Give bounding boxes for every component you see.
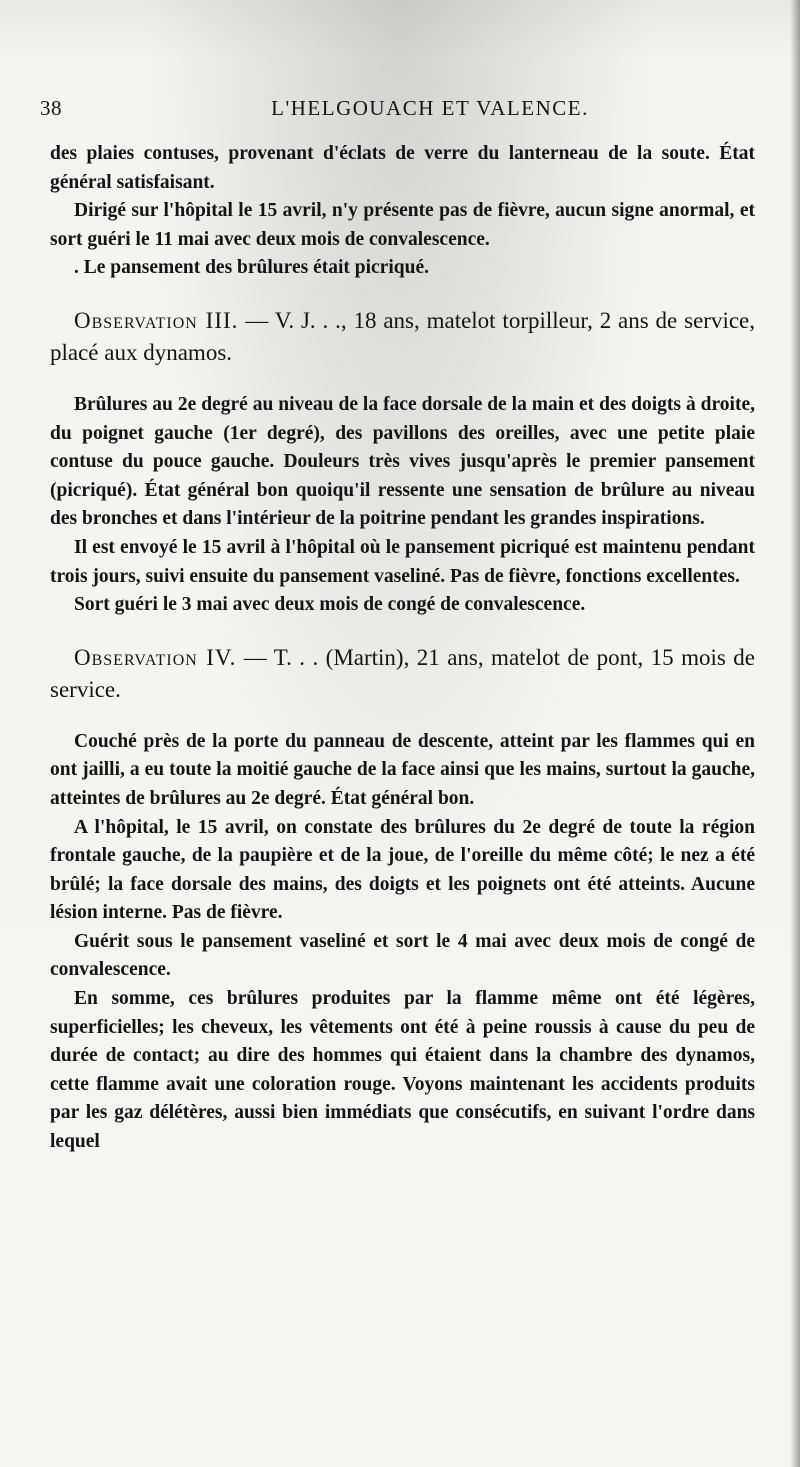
paragraph: A l'hôpital, le 15 avril, on constate des brûlures du 2e degré de toute la région frontale gauche, de la paupière et de la joue, de l'oreille du même côté; le nez a été brûlé; la face dorsale des mains, des doigts et les poignets ont été atteints. Aucune lésion interne. Pas de fièvre. xyxy=(50,816,755,924)
paragraph-continuation: des plaies contuses, provenant d'éclats de verre du lanterneau de la soute. État général satisfaisant. xyxy=(50,143,755,193)
page-edge-shadow xyxy=(790,0,800,1467)
paragraph: Brûlures au 2e degré au niveau de la face dorsale de la main et des doigts à droite, du poignet gauche (1er degré), des pavillons des oreilles, avec une petite plaie contuse du pouce gauche. Douleurs très vives jusqu'après le premier pansement (picriqué). État général bon quoiqu'il ressente une sensation de brûlure au niveau des bronches et dans l'intérieur de la poitrine pendant les grandes inspirations. xyxy=(50,393,755,530)
observation-heading-3 xyxy=(50,305,755,369)
page-number: 38 xyxy=(40,96,62,120)
running-title: L'HELGOUACH ET VALENCE. xyxy=(271,96,589,120)
paragraph: Dirigé sur l'hôpital le 15 avril, n'y présente pas de fièvre, aucun signe anormal, et sort guéri le 11 mai avec deux mois de convalescence. xyxy=(50,200,755,250)
observation-label: Observation IV. xyxy=(74,644,237,670)
page-body xyxy=(50,140,755,1157)
paragraph: . Le pansement des brûlures était picriqué. xyxy=(74,257,429,279)
paragraph: En somme, ces brûlures produites par la flamme même ont été légères, superficielles; les cheveux, les vêtements ont été à peine roussis à cause du peu de durée de contact; au dire des hommes qui étaient dans la chambre des dynamos, cette flamme avait une coloration rouge. Voyons maintenant les accidents produits par les gaz délétères, aussi bien immédiats que consécutifs, en suivant l'ordre dans lequel xyxy=(50,988,755,1153)
paragraph: Guérit sous le pansement vaseliné et sort le 4 mai avec deux mois de congé de convalescence. xyxy=(50,930,755,981)
page-header xyxy=(40,96,760,124)
observation-heading-4 xyxy=(50,642,755,706)
observation-subject: — V. J. . ., 18 ans, matelot torpilleur, 2 ans de service, placé aux dynamos. xyxy=(50,307,755,365)
observation-label: Observation III. xyxy=(74,307,239,333)
paragraph: Sort guéri le 3 mai avec deux mois de congé de convalescence. xyxy=(74,594,586,616)
paragraph: Couché près de la porte du panneau de descente, atteint par les flammes qui en ont jailli, a eu toute la moitié gauche de la face ainsi que les mains, surtout la gauche, atteintes de brûlures au 2e degré. État général bon. xyxy=(50,730,755,809)
observation-subject: — T. . . (Martin), 21 ans, matelot de pont, 15 mois de service. xyxy=(50,644,755,702)
paragraph: Il est envoyé le 15 avril à l'hôpital où le pansement picriqué est maintenu pendant trois jours, suivi ensuite du pansement vaseliné. Pas de fièvre, fonctions excellentes. xyxy=(50,536,755,587)
